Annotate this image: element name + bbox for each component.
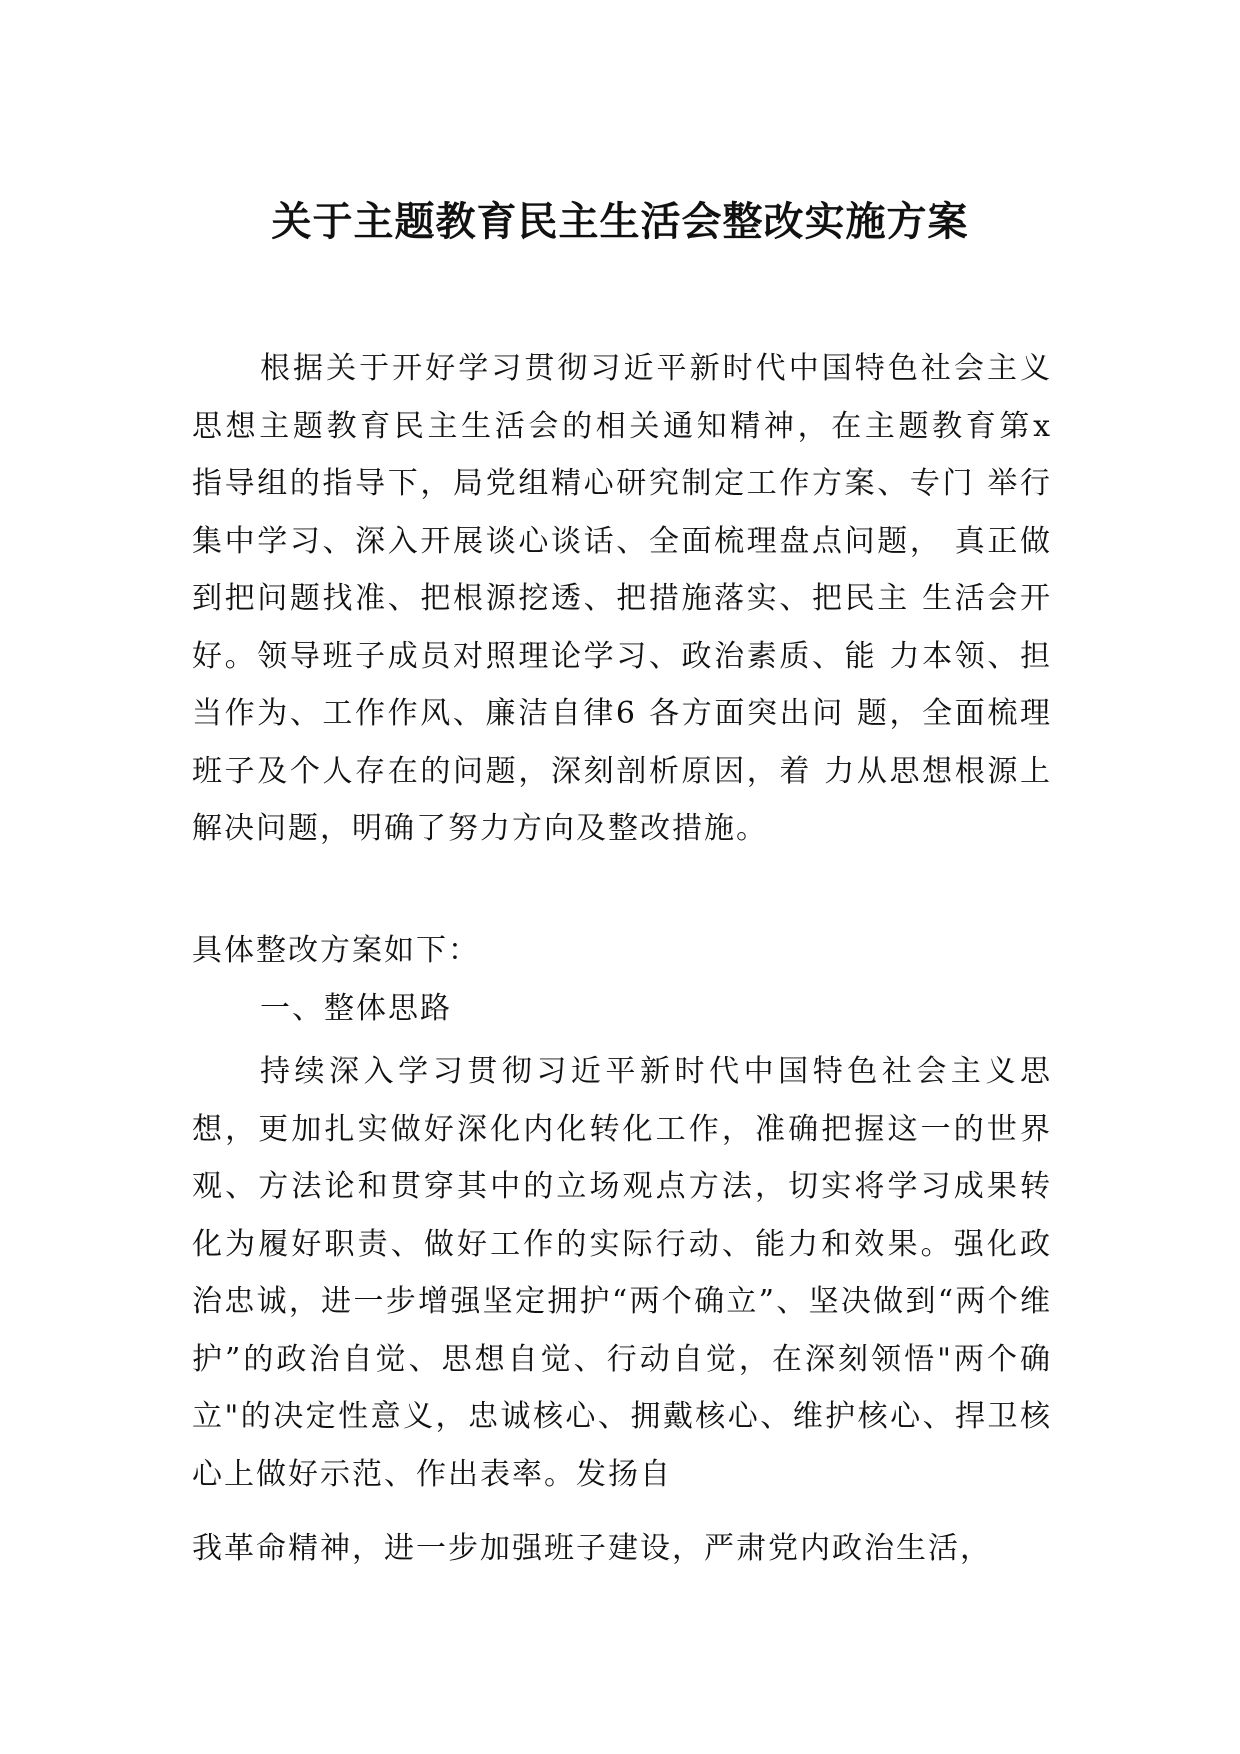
overall-approach-paragraph-continued: 我革命精神，进一步加强班子建设，严肃党内政治生活，	[192, 1531, 992, 1566]
overall-approach-paragraph: 持续深入学习贯彻习近平新时代中国特色社会主义思想，更加扎实做好深化内化转化工作，准确把握这一的世界观、方法论和贯穿其中的立场观点方法，切实将学习成果转化为履好职责、做好工作的实际行动、能力和效果。强化政治忠诚，进一步增强坚定拥护“两个确立”、坚决做到“两个维护”的政治自觉、思想自觉、行动自觉，在深刻领悟"两个确立"的决定性意义，忠诚核心、拥戴核心、维护核心、捍卫核心上做好示范、作出表率。发扬自	[192, 1054, 1052, 1492]
intro-paragraph: 根据关于开好学习贯彻习近平新时代中国特色社会主义思想主题教育民主生活会的相关通知精神，在主题教育第x 指导组的指导下，局党组精心研究制定工作方案、专门 举行集中学习、深入开展谈心谈话、全面梳理盘点问题， 真正做到把问题找准、把根源挖透、把措施落实、把民主 生活会开好。领导班子成员对照理论学习、政治素质、能 力本领、担当作为、工作作风、廉洁自律6 各方面突出问 题，全面梳理班子及个人存在的问题，深刻剖析原因，着 力从思想根源上解决问题，明确了努力方向及整改措施。	[192, 351, 1052, 846]
plan-lead-in: 具体整改方案如下：	[192, 933, 480, 968]
section-heading-overall-approach: 一、整体思路	[260, 991, 452, 1026]
document-title: 关于主题教育民主生活会整改实施方案	[271, 199, 969, 245]
